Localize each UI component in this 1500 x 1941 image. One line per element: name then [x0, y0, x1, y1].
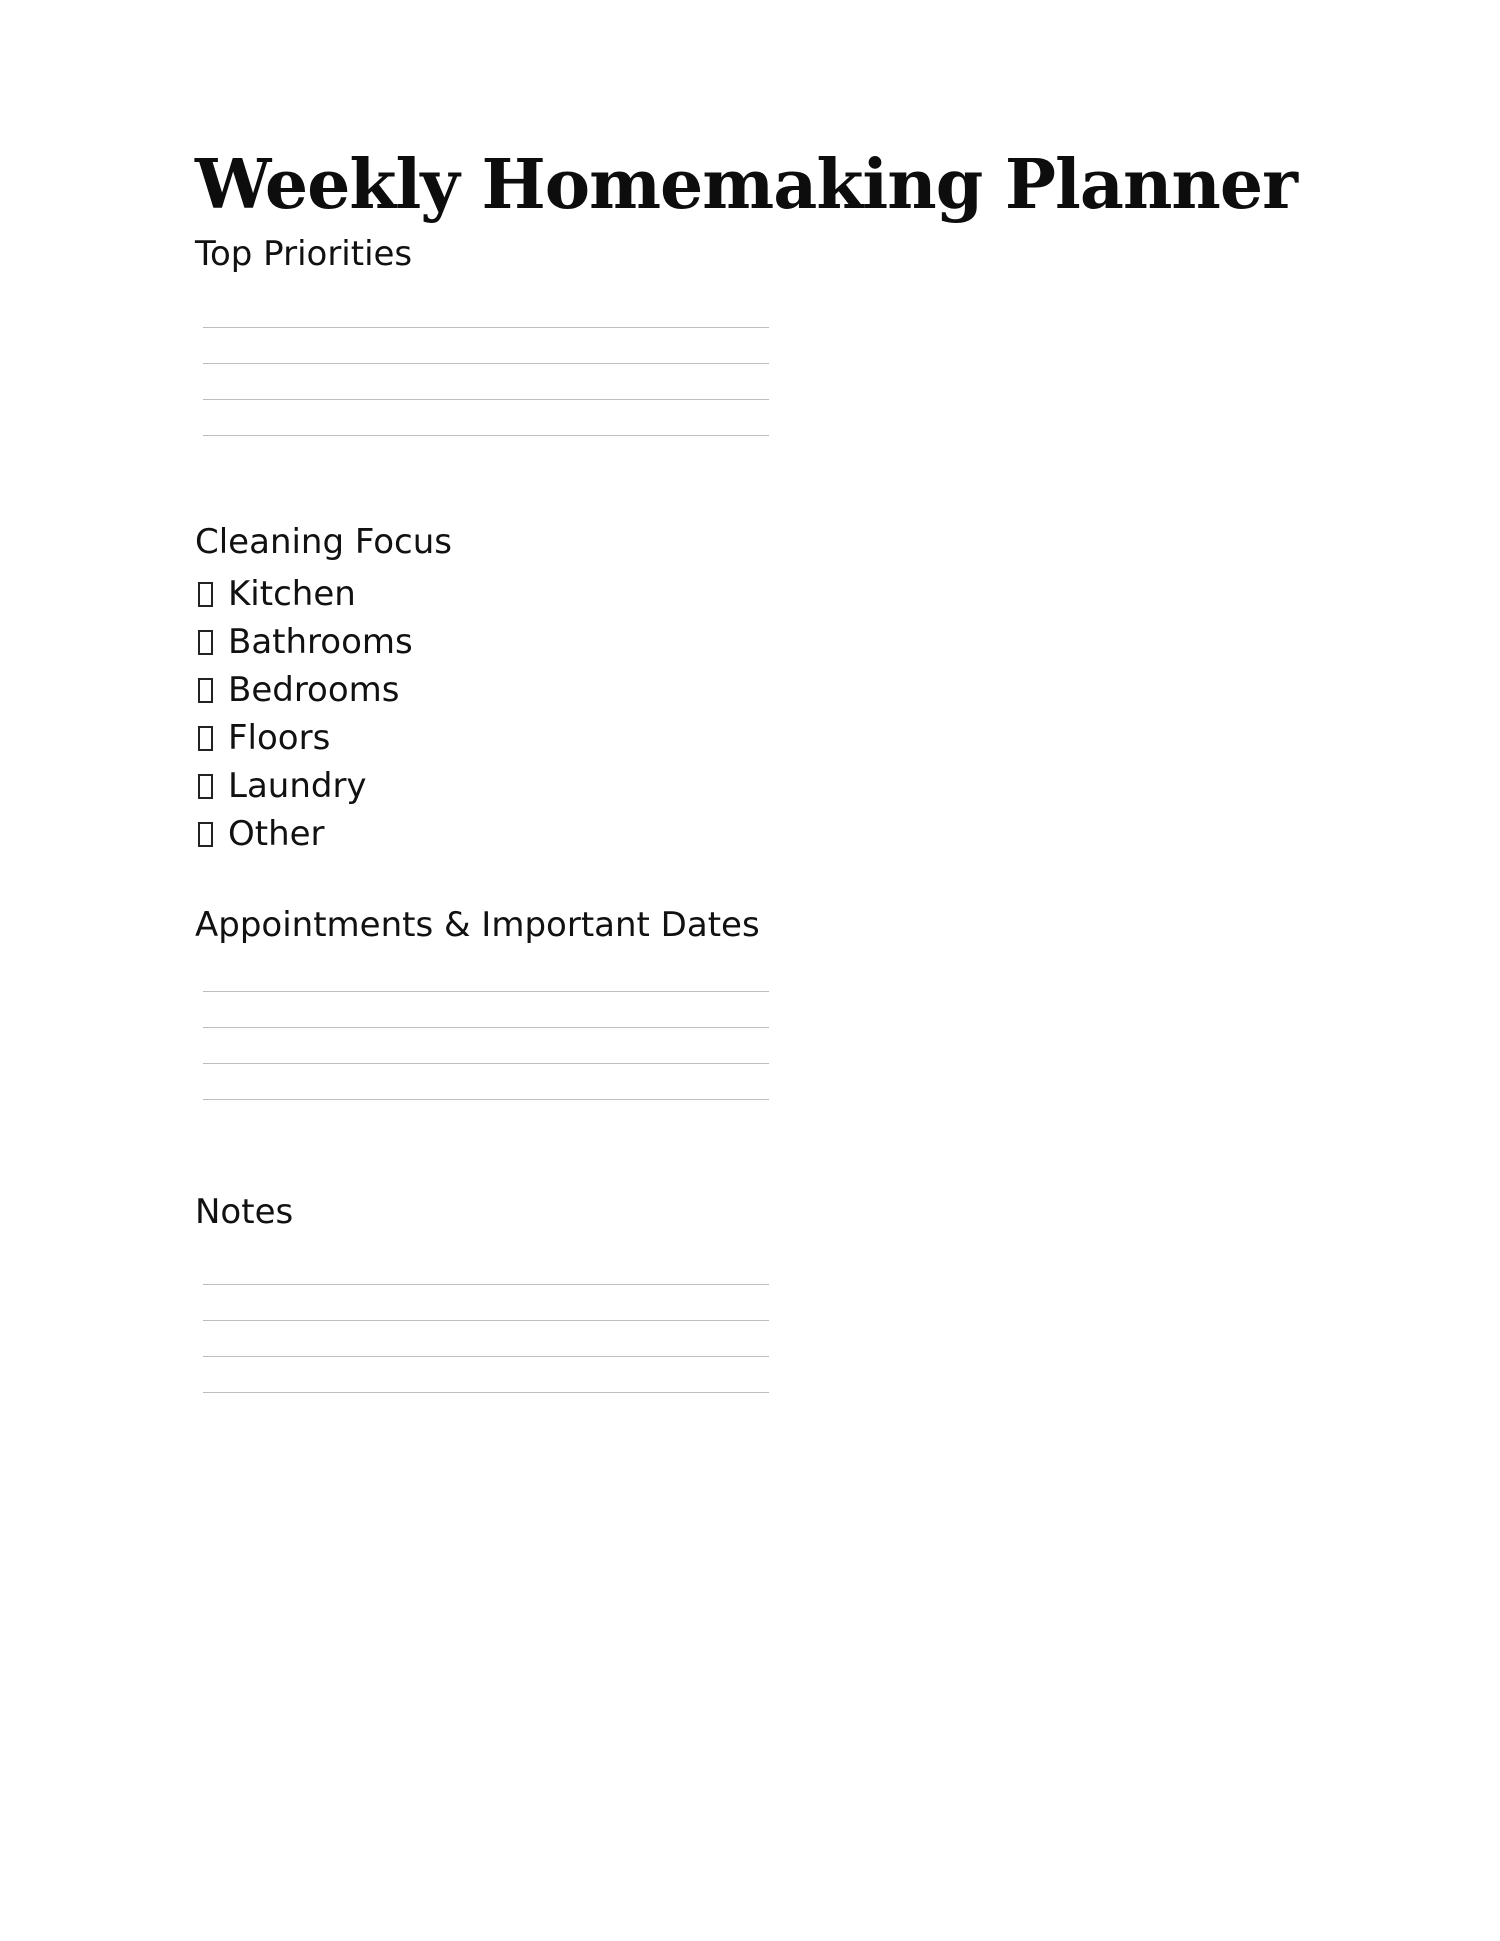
- appointments-lines: [203, 991, 769, 1135]
- checklist-item-floors[interactable]: [195, 714, 413, 762]
- cleaning-focus-checklist: [195, 570, 413, 858]
- checkbox-icon[interactable]: [198, 678, 213, 703]
- checkbox-icon[interactable]: [198, 726, 213, 751]
- notes-heading: Notes: [195, 1192, 294, 1232]
- writing-line[interactable]: [203, 991, 769, 992]
- checklist-item-label: Floors: [228, 718, 331, 758]
- writing-line[interactable]: [203, 1356, 769, 1357]
- checklist-item-bedrooms[interactable]: [195, 666, 413, 714]
- checklist-item-bathrooms[interactable]: [195, 618, 413, 666]
- writing-line[interactable]: [203, 1027, 769, 1028]
- checklist-item-laundry[interactable]: [195, 762, 413, 810]
- checklist-item-label: Kitchen: [228, 574, 356, 614]
- checkbox-icon[interactable]: [198, 822, 213, 847]
- writing-line[interactable]: [203, 435, 769, 436]
- writing-line[interactable]: [203, 1063, 769, 1064]
- checklist-item-other[interactable]: [195, 810, 413, 858]
- cleaning-focus-heading: Cleaning Focus: [195, 522, 452, 562]
- checklist-item-label: Bedrooms: [228, 670, 400, 710]
- notes-lines: [203, 1284, 769, 1428]
- writing-line[interactable]: [203, 363, 769, 364]
- checkbox-icon[interactable]: [198, 630, 213, 655]
- checkbox-icon[interactable]: [198, 774, 213, 799]
- page-title: Weekly Homemaking Planner: [195, 145, 1297, 225]
- checklist-item-label: Other: [228, 814, 325, 854]
- writing-line[interactable]: [203, 1099, 769, 1100]
- checkbox-icon[interactable]: [198, 582, 213, 607]
- top-priorities-lines: [203, 327, 769, 471]
- writing-line[interactable]: [203, 1392, 769, 1393]
- checklist-item-label: Laundry: [228, 766, 367, 806]
- writing-line[interactable]: [203, 1284, 769, 1285]
- writing-line[interactable]: [203, 327, 769, 328]
- top-priorities-heading: Top Priorities: [195, 234, 413, 274]
- appointments-heading: Appointments & Important Dates: [195, 905, 760, 945]
- checklist-item-kitchen[interactable]: [195, 570, 413, 618]
- writing-line[interactable]: [203, 399, 769, 400]
- checklist-item-label: Bathrooms: [228, 622, 413, 662]
- writing-line[interactable]: [203, 1320, 769, 1321]
